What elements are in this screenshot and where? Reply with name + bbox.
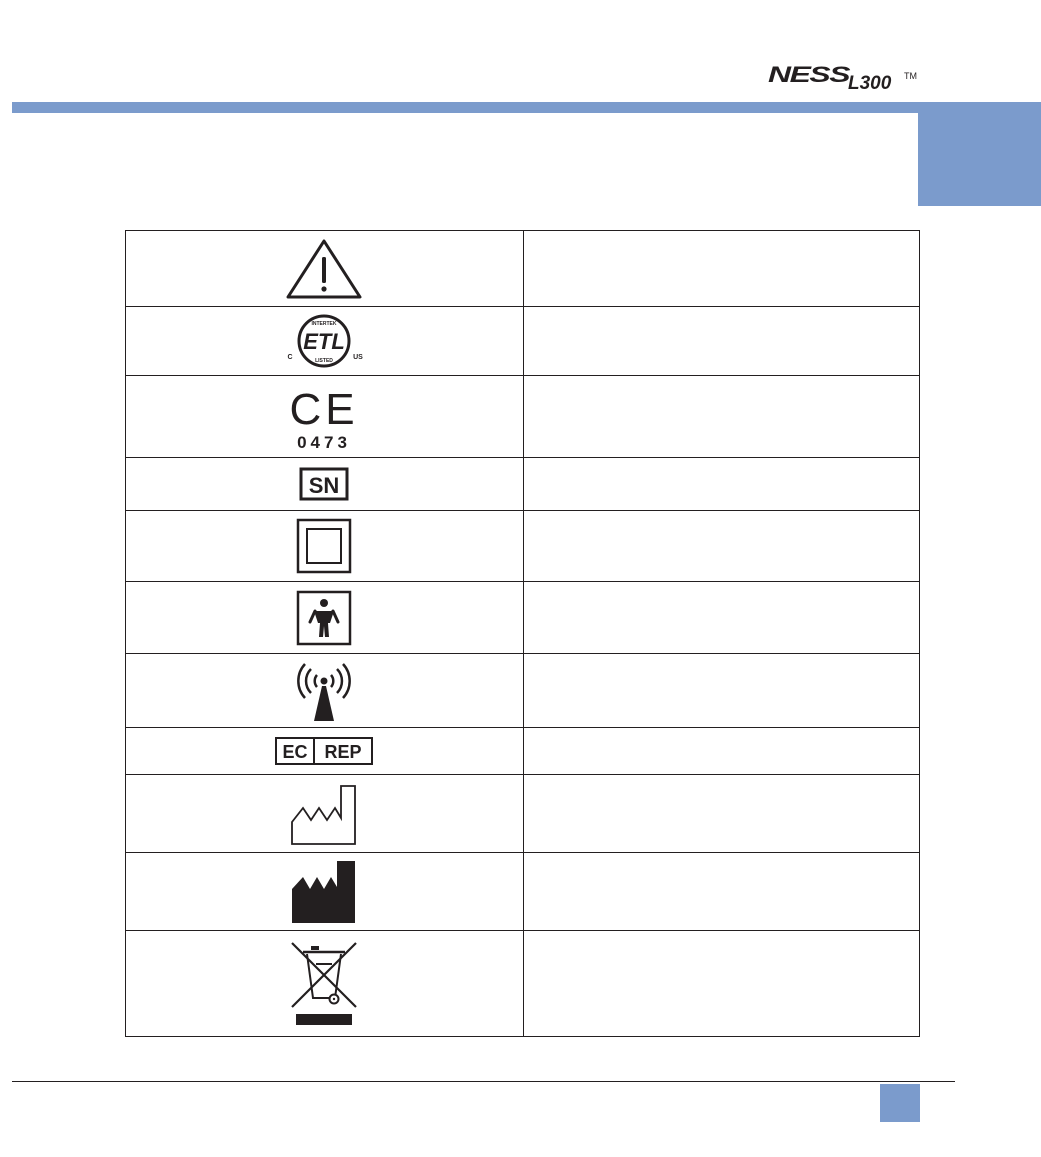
description-cell [523,231,919,307]
table-row [126,376,920,458]
etl-mark-center: ETL [303,329,346,354]
symbol-cell [126,853,524,931]
logo-model-text: L300 [848,73,892,94]
table-row [126,511,920,582]
ce-notified-body-number: 0473 [297,432,352,452]
ec-rep-right-label: REP [324,742,362,762]
table-row [126,582,920,654]
table-row [126,853,920,931]
table-row [126,931,920,1037]
table-row [126,654,920,728]
table-row [126,775,920,853]
ce-mark-letters: CE [289,384,359,434]
table-row [126,231,920,307]
etl-listed-mark-icon [279,310,369,372]
symbol-cell [126,728,524,775]
symbol-cell [126,231,524,307]
symbol-cell [126,654,524,728]
description-cell [523,511,919,582]
description-cell [523,654,919,728]
table-row [126,307,920,376]
description-cell [523,376,919,458]
footer-rule [12,1081,955,1082]
ec-rep-left-label: EC [282,742,308,762]
description-cell [523,458,919,511]
description-cell [523,728,919,775]
description-cell [523,307,919,376]
ce-mark-icon [284,380,364,454]
manufacturer-icon [291,859,357,925]
header-bar [12,102,1041,113]
chapter-side-tab [918,113,1041,206]
non-ionizing-radiation-icon [294,659,354,723]
symbol-cell [126,307,524,376]
etl-mark-right: US [353,354,364,361]
serial-number-icon [299,467,349,501]
symbol-cell [126,511,524,582]
etl-mark-bottom: LISTED [315,358,334,364]
symbol-cell [126,376,524,458]
page-number-box [880,1084,920,1122]
etl-mark-top: INTERTEK [311,321,337,327]
description-cell [523,853,919,931]
symbols-table [125,230,920,1037]
serial-number-label: SN [309,473,340,498]
ec-rep-icon [275,737,373,765]
description-cell [523,582,919,654]
description-cell [523,931,919,1037]
table-row [126,728,920,775]
weee-crossed-bin-icon [289,940,359,1028]
class-ii-equipment-icon [296,518,352,574]
warning-triangle-icon [284,237,364,301]
symbol-cell [126,931,524,1037]
type-bf-applied-part-icon [296,590,352,646]
description-cell [523,775,919,853]
symbol-cell [126,582,524,654]
date-of-manufacture-icon [289,782,359,846]
logo-ness-text: NESS [768,62,850,87]
logo-trademark: TM [904,71,917,81]
table-row [126,458,920,511]
etl-mark-left: C [287,354,293,361]
symbol-cell [126,775,524,853]
symbol-cell [126,458,524,511]
